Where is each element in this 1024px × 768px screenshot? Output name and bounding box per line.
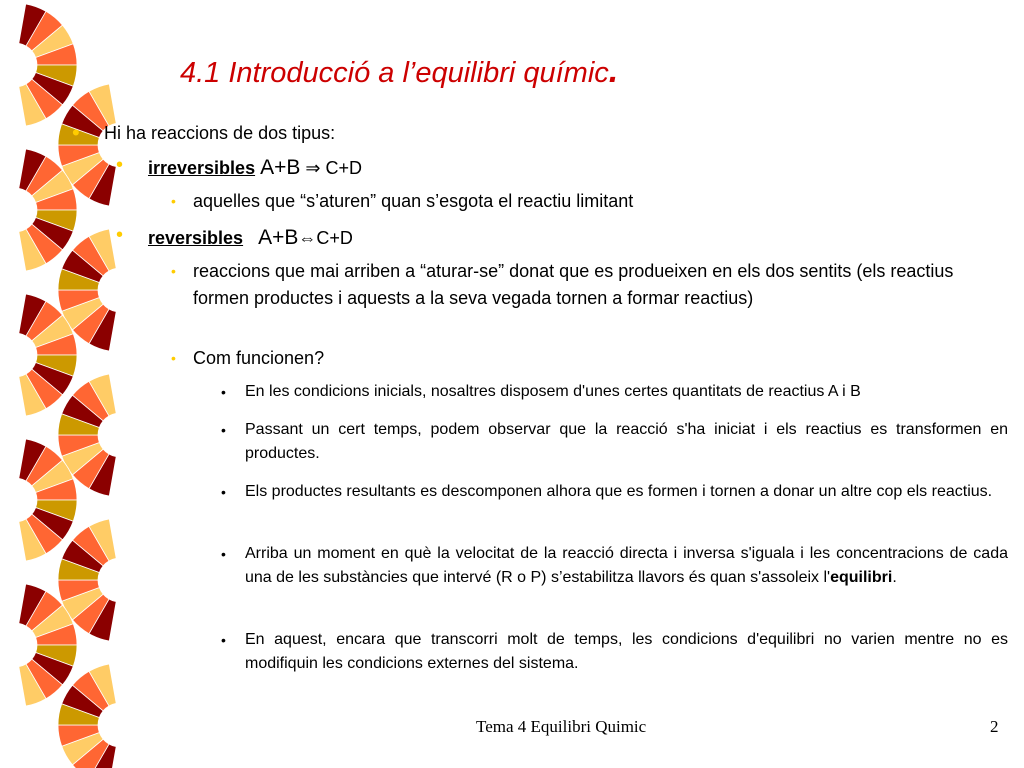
- bullet-icon: •: [171, 350, 176, 366]
- irreversible-description: • aquelles que “s’aturen” quan s’esgota el reactiu limitant: [193, 188, 973, 215]
- bullet-icon: •: [221, 632, 226, 648]
- page-number: 2: [990, 717, 999, 736]
- reversibles-label: reversibles: [148, 228, 244, 248]
- bullet-icon: •: [116, 154, 124, 176]
- list-item: • Els productes resultants es descomponen alhora que es formen i tornen a donar un altre cop els reactius.: [245, 480, 1008, 504]
- decorative-fan-border: [0, 0, 140, 768]
- bullet-icon: •: [221, 484, 226, 500]
- reversible-description: • reaccions que mai arriben a “aturar-se” donat que es produeixen en els dos sentits (els reactius formen productes i aquests a la seva vegada tornen a formar reactius): [193, 258, 963, 312]
- bullet-icon: •: [116, 224, 124, 246]
- arrow-double-icon: ⇔: [298, 228, 317, 248]
- footer-text: Tema 4 Equilibri Quimic: [476, 717, 647, 736]
- bullet-icon: •: [221, 546, 226, 562]
- reversible-products: C+D: [316, 228, 353, 248]
- irreversible-products: C+D: [325, 158, 363, 178]
- irreversible-item: [116, 154, 363, 180]
- reversible-item: [116, 224, 353, 250]
- bullet-icon: •: [221, 422, 226, 438]
- reversible-reactants: A+B: [258, 226, 299, 249]
- irreversibles-label: irreversibles: [148, 158, 256, 178]
- list-item: • Passant un cert temps, podem observar que la reacció s'ha iniciat i els reactius es transformen en productes.: [245, 418, 1008, 466]
- question-line: • Com funcionen?: [193, 345, 973, 372]
- list-item: • En aquest, encara que transcorri molt de temps, les condicions d'equilibri no varien mentre no es modifiquin les condicions externes del sistema.: [245, 628, 1008, 676]
- bullet-icon: •: [171, 263, 176, 279]
- list-item: • Arriba un moment en què la velocitat de la reacció directa i inversa s'iguala i les concentracions de cada una de les substàncies que intervé (R o P) s’estabilitza llavors és quan s'assoleix l'equilibri.: [245, 542, 1008, 590]
- list-item: • En les condicions inicials, nosaltres disposem d'unes certes quantitats de reactius A i B: [245, 380, 1008, 404]
- bullet-icon: •: [221, 384, 226, 400]
- slide-title: 4.1 Introducció a l’equilibri químic.: [180, 52, 619, 90]
- intro-line: • Hi ha reaccions de dos tipus:: [72, 120, 336, 145]
- irreversible-reactants: A+B: [260, 156, 301, 179]
- bullet-icon: •: [171, 193, 176, 209]
- arrow-right-icon: ⇒: [305, 158, 321, 178]
- bullet-icon: •: [72, 120, 80, 145]
